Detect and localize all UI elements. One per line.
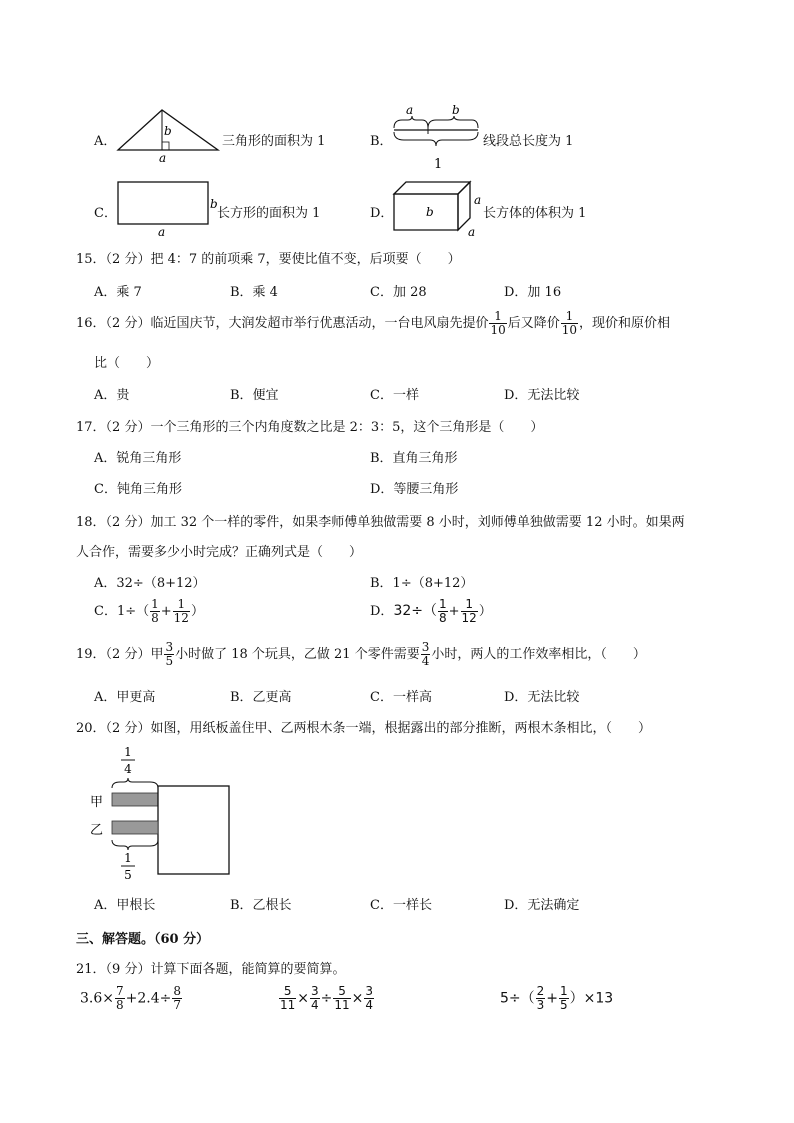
q17-stem: 17．（2 分）一个三角形的三个内角度数之比是 2：3：5，这个三角形是（ ） (76, 420, 544, 435)
fig-bottom-numerator: 1 (124, 851, 132, 865)
q15-stem: 15．（2 分）把 4：7 的前项乘 7，要使比值不变，后项要（ ） (76, 252, 461, 267)
fig-label-jia: 甲 (90, 795, 104, 810)
option-b-letter: B． (370, 134, 393, 149)
segment-figure (390, 100, 480, 172)
fig-top-denominator: 4 (124, 762, 132, 776)
cuboid-face-label: b (426, 205, 434, 219)
q18-option-a[interactable]: A．32÷（8+12） (94, 576, 206, 591)
q17-option-c[interactable]: C．钝角三角形 (94, 482, 182, 497)
q16-option-a[interactable]: A．贵 (94, 388, 130, 403)
q16-option-c[interactable]: C．一样 (370, 388, 419, 403)
cuboid-depth-label: a (468, 225, 476, 239)
q19-option-d[interactable]: D．无法比较 (504, 690, 580, 705)
q19-option-a[interactable]: A．甲更高 (94, 690, 156, 705)
q17-option-d[interactable]: D．等腰三角形 (370, 482, 459, 497)
rectangle-figure (112, 178, 216, 238)
segment-total-label: 1 (434, 157, 443, 172)
q17-option-b[interactable]: B．直角三角形 (370, 451, 458, 466)
q18-stem-line2: 人合作，需要多少小时完成？正确列式是（ ） (76, 545, 363, 560)
fig-top-numerator: 1 (124, 745, 132, 759)
q15-option-d[interactable]: D．加 16 (504, 285, 562, 300)
q20-stem: 20．（2 分）如图，用纸板盖住甲、乙两根木条一端，根据露出的部分推断，两根木条相比，（ ） (76, 721, 651, 736)
q15-option-c[interactable]: C．加 28 (370, 285, 427, 300)
q16-stem-line2: 比（ ） (94, 356, 160, 371)
q20-option-d[interactable]: D．无法确定 (504, 898, 580, 913)
q21-stem: 21．（9 分）计算下面各题，能简算的要简算。 (76, 962, 346, 977)
q21-expression-2: $\frac{5}{11}$ × $\frac{3}{4}$ ÷ $\frac{5}{11}$ × $\frac{3}{4}$ (280, 984, 374, 1012)
fig-bottom-denominator: 5 (124, 868, 132, 882)
q19-option-b[interactable]: B．乙更高 (230, 690, 292, 705)
triangle-figure (114, 108, 224, 164)
q16-option-b[interactable]: B．便宜 (230, 388, 279, 403)
section-heading: 三、解答题。（60 分） (76, 932, 210, 947)
triangle-base-label: a (159, 151, 167, 165)
q17-option-a[interactable]: A．锐角三角形 (94, 451, 182, 466)
q20-option-a[interactable]: A．甲根长 (94, 898, 156, 913)
cuboid-height-label: a (474, 193, 482, 207)
option-a-letter: A． (94, 134, 117, 149)
q19-option-c[interactable]: C．一样高 (370, 690, 432, 705)
q16-fraction-2: $\frac{1}{10}$ (561, 309, 578, 337)
q19-fraction-2: $\frac{3}{4}$ (421, 640, 430, 668)
q16-stem-line1: 16．（2 分）临近国庆节，大润发超市举行优惠活动，一台电风扇先提价 $\frac{1}{10}$ 后又降价 $\frac{1}{10}$ ，现价和原价相 (76, 309, 671, 337)
option-a-text: 三角形的面积为 1 (222, 134, 326, 149)
q18-option-b[interactable]: B．1÷（8+12） (370, 576, 474, 591)
q20-option-b[interactable]: B．乙根长 (230, 898, 292, 913)
triangle-height-label: b (164, 124, 172, 138)
q16-option-d[interactable]: D．无法比较 (504, 388, 580, 403)
q19-stem: 19．（2 分）甲 $\frac{3}{5}$ 小时做了 18 个玩具，乙做 21 个零件需要 $\frac{3}{4}$ 小时，两人的工作效率相比，（ ） (76, 640, 646, 668)
option-b-text: 线段总长度为 1 (483, 134, 574, 149)
q19-fraction-1: $\frac{3}{5}$ (165, 640, 174, 668)
wood-strips-figure (88, 744, 238, 884)
fig-label-yi: 乙 (90, 823, 104, 838)
option-d-letter: D． (370, 206, 394, 221)
q15-option-b[interactable]: B．乘 4 (230, 285, 278, 300)
q21-expression-1: 3.6× $\frac{7}{8}$ +2.4÷ $\frac{8}{7}$ (80, 984, 182, 1012)
q18-option-d[interactable]: D．32÷（ $\frac{1}{8}$ + $\frac{1}{12}$ ） (370, 597, 492, 625)
q18-option-c[interactable]: C．1÷（ $\frac{1}{8}$ + $\frac{1}{12}$ ） (94, 597, 204, 625)
option-d-text: 长方体的体积为 1 (483, 206, 587, 221)
segment-a-label: a (406, 103, 414, 117)
segment-b-label: b (452, 103, 460, 117)
q18-stem-line1: 18．（2 分）加工 32 个一样的零件，如果李师傅单独做需要 8 小时，刘师傅单独做需要 12 小时。如果两 (76, 515, 685, 530)
option-c-text: 长方形的面积为 1 (217, 206, 321, 221)
rect-side-label: b (210, 197, 218, 211)
option-c-letter: C． (94, 206, 117, 221)
q15-option-a[interactable]: A．乘 7 (94, 285, 142, 300)
cuboid-figure (388, 178, 484, 240)
rect-bottom-label: a (158, 225, 166, 239)
q21-expression-3: 5÷（ $\frac{2}{3}$ + $\frac{1}{5}$ ）×13 (500, 984, 614, 1012)
q20-option-c[interactable]: C．一样长 (370, 898, 432, 913)
q16-fraction-1: $\frac{1}{10}$ (490, 309, 506, 337)
